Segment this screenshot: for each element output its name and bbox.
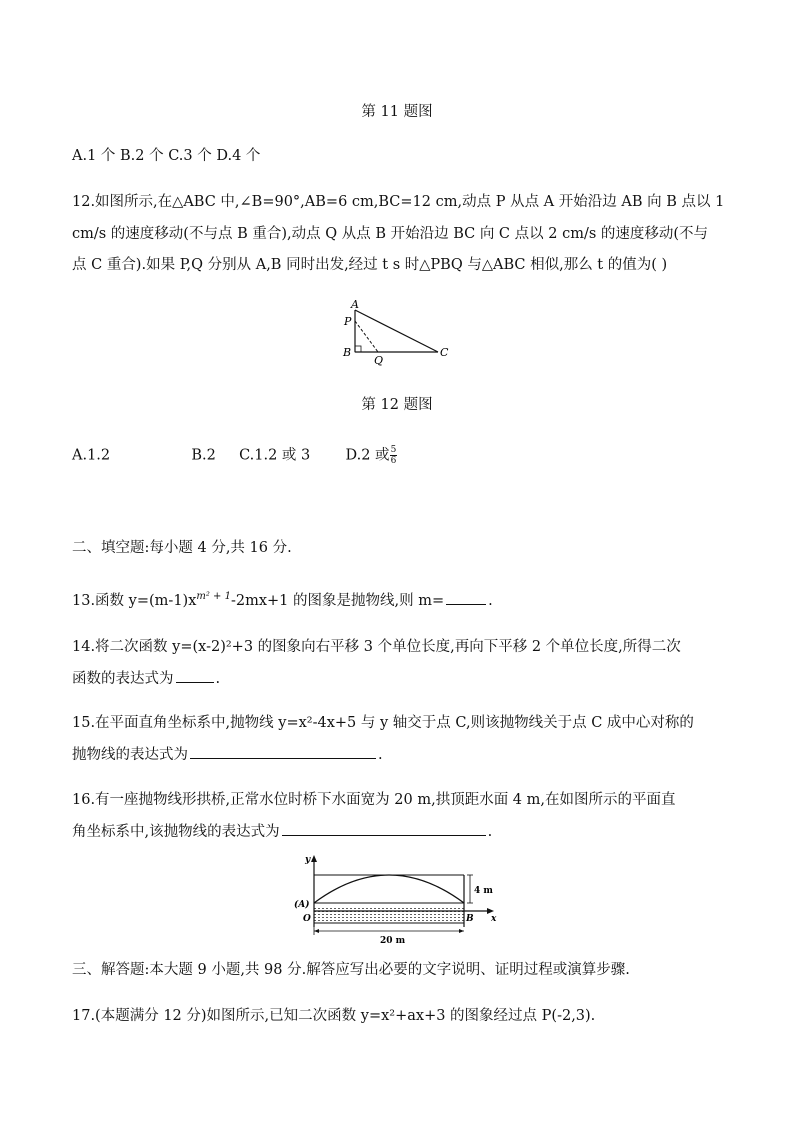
label-q: Q bbox=[374, 354, 384, 366]
section2-heading: 二、填空题:每小题 4 分,共 16 分. bbox=[72, 540, 292, 556]
q12-option-c: C.1.2 或 3 bbox=[239, 447, 311, 464]
label-a: (A) bbox=[294, 900, 310, 910]
q17-text: 17.(本题满分 12 分)如图所示,已知二次函数 y=x²+ax+3 的图象经过点 P(-2,3). bbox=[72, 1008, 596, 1024]
q16-answer-blank bbox=[282, 821, 486, 836]
q12-caption: 第 12 题图 bbox=[361, 397, 433, 413]
label-c: C bbox=[440, 346, 449, 359]
q16-text-line1: 16.有一座抛物线形拱桥,正常水位时桥下水面宽为 20 m,拱顶距水面 4 m,在如图所示的平面直 bbox=[72, 792, 676, 808]
q14-answer-blank bbox=[176, 668, 214, 683]
q14-text-line1: 14.将二次函数 y=(x-2)²+3 的图象向右平移 3 个单位长度,再向下平移 2 个单位长度,所得二次 bbox=[72, 639, 681, 655]
q12-options bbox=[72, 445, 397, 466]
q12-option-d: D.2 或 bbox=[345, 447, 390, 464]
label-b: B bbox=[343, 346, 352, 359]
q15-text-line1: 15.在平面直角坐标系中,抛物线 y=x²-4x+5 与 y 轴交于点 C,则该抛物线关于点 C 成中心对称的 bbox=[72, 715, 694, 731]
label-a: A bbox=[351, 298, 359, 311]
q13-text: 13.函数 $y=(m-1)x^{m^2 + 1}-2mx+1$ 的图象是抛物线,则 m= . bbox=[72, 591, 493, 609]
parabola-arch bbox=[314, 875, 464, 903]
section3-heading: 三、解答题:本大题 9 小题,共 98 分.解答应写出必要的文字说明、证明过程或演算步骤. bbox=[72, 962, 630, 978]
q12-triangle-figure bbox=[338, 298, 458, 366]
q13-answer-blank bbox=[446, 590, 486, 605]
q12-text-line3: 点 C 重合).如果 P,Q 分别从 A,B 同时出发,经过 t s 时△PBQ 与△ABC 相似,那么 t 的值为( ) bbox=[72, 257, 668, 273]
width-label: 20 m bbox=[380, 936, 406, 946]
q12-option-d-fraction: $\frac{5}{6}$ bbox=[390, 445, 397, 466]
axis-x-label: x bbox=[491, 914, 497, 924]
q12-text-line2: cm/s 的速度移动(不与点 B 重合),动点 Q 从点 B 开始沿边 BC 向 C 点以 2 cm/s 的速度移动(不与 bbox=[72, 226, 709, 242]
q13-exponent: m² + 1 bbox=[196, 591, 231, 603]
q14-text-line2: 函数的表达式为 . bbox=[72, 668, 220, 689]
axis-y-label: y bbox=[305, 855, 311, 865]
q12-text-line1: 12.如图所示,在△ABC 中,∠B=90°,AB=6 cm,BC=12 cm,动点 P 从点 A 开始沿边 AB 向 B 点以 1 bbox=[72, 194, 725, 210]
q12-option-a: A.1.2 bbox=[72, 447, 111, 464]
q16-bridge-figure bbox=[290, 853, 502, 948]
water-area bbox=[314, 907, 464, 923]
q16-text-line2: 角坐标系中,该抛物线的表达式为 . bbox=[72, 821, 492, 842]
q12-option-b: B.2 bbox=[191, 447, 216, 464]
label-b: B bbox=[466, 914, 474, 924]
height-label: 4 m bbox=[474, 886, 493, 896]
q15-answer-blank bbox=[190, 744, 376, 759]
q15-text-line2: 抛物线的表达式为 . bbox=[72, 744, 383, 765]
q11-caption: 第 11 题图 bbox=[361, 104, 433, 120]
label-o: O bbox=[303, 914, 311, 924]
label-p: P bbox=[344, 315, 352, 328]
q11-options: A.1 个 B.2 个 C.3 个 D.4 个 bbox=[72, 148, 261, 164]
